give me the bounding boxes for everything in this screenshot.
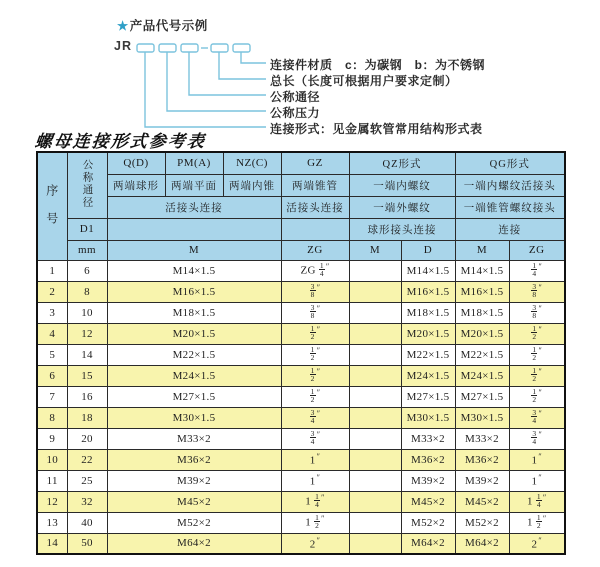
cell-qg-zg bbox=[509, 407, 565, 428]
header-qz-desc3: 球形接头连接 bbox=[349, 218, 455, 240]
cell-dn: 12 bbox=[67, 323, 107, 344]
inch-mark: ″ bbox=[316, 452, 321, 462]
cell-qz-d: M33×2 bbox=[401, 428, 455, 449]
table-body bbox=[37, 260, 565, 554]
nut-connection-table bbox=[36, 151, 566, 555]
fraction: $\frac{1}{2}$ bbox=[532, 365, 537, 384]
cell-qg-zg bbox=[509, 323, 565, 344]
table-row bbox=[37, 533, 565, 554]
leader-line-diameter bbox=[189, 52, 266, 95]
cell-qg-zg bbox=[509, 386, 565, 407]
cell-m-thread: M18×1.5 bbox=[107, 302, 281, 323]
cell-gz bbox=[281, 344, 349, 365]
cell-gz: ZG $\frac{1}{4}$ ″ bbox=[281, 260, 349, 281]
cell-dn: 10 bbox=[67, 302, 107, 323]
cell-seq: 9 bbox=[37, 428, 67, 449]
cell-qg-zg: 2″ bbox=[509, 533, 565, 554]
leader-line-material bbox=[241, 52, 266, 63]
cell-seq: 1 bbox=[37, 260, 67, 281]
inch-mark: ″ bbox=[316, 282, 321, 292]
inch-mark: ″ bbox=[538, 303, 543, 313]
inch-mark: ″ bbox=[538, 366, 543, 376]
fraction: $\frac{3}{4}$ bbox=[532, 428, 537, 447]
fraction: $\frac{1}{2}$ bbox=[532, 344, 537, 363]
table-header bbox=[37, 152, 565, 260]
header-qg-desc3: 连接 bbox=[455, 218, 565, 240]
code-box-4 bbox=[211, 44, 228, 52]
header-qg-desc: 一端内螺纹活接头 bbox=[455, 174, 565, 196]
cell-qg-m: M33×2 bbox=[455, 428, 509, 449]
cell-seq: 8 bbox=[37, 407, 67, 428]
cell-qg-m: M24×1.5 bbox=[455, 365, 509, 386]
inch-mark: ″ bbox=[316, 387, 321, 397]
cell-qz-d: M45×2 bbox=[401, 491, 455, 512]
fraction: $\frac{3}{8}$ bbox=[310, 281, 315, 300]
table-row bbox=[37, 260, 565, 281]
cell-qg-m: M52×2 bbox=[455, 512, 509, 533]
cell-seq: 2 bbox=[37, 281, 67, 302]
fraction: $\frac{1}{2}$ bbox=[310, 386, 315, 405]
header-qz-d: D bbox=[401, 240, 455, 260]
label-length: 总长（长度可根据用户要求定制） bbox=[270, 74, 458, 88]
fraction: $\frac{3}{8}$ bbox=[532, 302, 537, 321]
cell-qz-d: M30×1.5 bbox=[401, 407, 455, 428]
header-qz-desc: 一端内螺纹 bbox=[349, 174, 455, 196]
header-union-left: 活接头连接 bbox=[107, 196, 281, 218]
cell-dn: 40 bbox=[67, 512, 107, 533]
table-row bbox=[37, 323, 565, 344]
fraction: $\frac{3}{4}$ bbox=[310, 407, 315, 426]
cell-gz bbox=[281, 365, 349, 386]
table-row bbox=[37, 302, 565, 323]
cell-seq: 10 bbox=[37, 449, 67, 470]
inch-mark: ″ bbox=[316, 408, 321, 418]
inch-mark: ″ bbox=[542, 513, 547, 523]
cell-seq: 14 bbox=[37, 533, 67, 554]
table-row bbox=[37, 512, 565, 533]
cell-qg-m: M18×1.5 bbox=[455, 302, 509, 323]
cell-m-thread: M27×1.5 bbox=[107, 386, 281, 407]
inch-mark: ″ bbox=[316, 324, 321, 334]
cell-qz-d: M24×1.5 bbox=[401, 365, 455, 386]
cell-gz: 2″ bbox=[281, 533, 349, 554]
cell-qz-m bbox=[349, 260, 401, 281]
cell-m-thread: M24×1.5 bbox=[107, 365, 281, 386]
cell-qg-m: M16×1.5 bbox=[455, 281, 509, 302]
cell-m-thread: M45×2 bbox=[107, 491, 281, 512]
cell-qz-d: M20×1.5 bbox=[401, 323, 455, 344]
cell-qg-zg bbox=[509, 281, 565, 302]
label-pressure: 公称压力 bbox=[270, 106, 321, 120]
cell-qz-m bbox=[349, 344, 401, 365]
cell-qz-d: M14×1.5 bbox=[401, 260, 455, 281]
inch-mark: ″ bbox=[538, 324, 543, 334]
fraction: $\frac{3}{4}$ bbox=[310, 428, 315, 447]
cell-dn: 25 bbox=[67, 470, 107, 491]
header-qg-zg: ZG bbox=[509, 240, 565, 260]
cell-qg-m: M39×2 bbox=[455, 470, 509, 491]
fraction: $\frac{3}{8}$ bbox=[532, 281, 537, 300]
inch-mark: ″ bbox=[316, 535, 321, 545]
cell-qg-m: M64×2 bbox=[455, 533, 509, 554]
leader-line-length bbox=[219, 52, 266, 79]
cell-gz bbox=[281, 386, 349, 407]
header-form-qd: Q(D) bbox=[107, 152, 165, 174]
cell-seq: 3 bbox=[37, 302, 67, 323]
cell-qg-zg: 1″ bbox=[509, 470, 565, 491]
table-title: 螺母连接形式参考表 bbox=[33, 132, 207, 152]
inch-mark: ″ bbox=[538, 261, 543, 271]
fraction: $\frac{1}{2}$ bbox=[536, 512, 541, 531]
cell-seq: 13 bbox=[37, 512, 67, 533]
inch-mark: ″ bbox=[538, 473, 542, 483]
cell-m-thread: M52×2 bbox=[107, 512, 281, 533]
cell-qz-d: M22×1.5 bbox=[401, 344, 455, 365]
table-row bbox=[37, 386, 565, 407]
cell-qg-zg: 1″ bbox=[509, 449, 565, 470]
table-row bbox=[37, 428, 565, 449]
cell-dn: 16 bbox=[67, 386, 107, 407]
cell-qg-zg bbox=[509, 428, 565, 449]
cell-m-thread: M22×1.5 bbox=[107, 344, 281, 365]
cell-m-thread: M64×2 bbox=[107, 533, 281, 554]
inch-mark: ″ bbox=[538, 535, 542, 545]
inch-mark: ″ bbox=[538, 429, 543, 439]
cell-qg-m: M30×1.5 bbox=[455, 407, 509, 428]
table-row bbox=[37, 470, 565, 491]
header-qz-m: M bbox=[349, 240, 401, 260]
header-form-nzc: NZ(C) bbox=[223, 152, 281, 174]
cell-qz-m bbox=[349, 302, 401, 323]
cell-qz-d: M27×1.5 bbox=[401, 386, 455, 407]
fraction: $\frac{1}{2}$ bbox=[310, 365, 315, 384]
fraction: $\frac{1}{2}$ bbox=[532, 323, 537, 342]
cell-gz: 1 $\frac{1}{2}$ ″ bbox=[281, 512, 349, 533]
cell-seq: 12 bbox=[37, 491, 67, 512]
fraction: $\frac{1}{2}$ bbox=[532, 386, 537, 405]
cell-m-thread: M14×1.5 bbox=[107, 260, 281, 281]
cell-qg-m: M22×1.5 bbox=[455, 344, 509, 365]
cell-qg-zg: 1 $\frac{1}{2}$ ″ bbox=[509, 512, 565, 533]
cell-dn: 22 bbox=[67, 449, 107, 470]
cell-qg-m: M20×1.5 bbox=[455, 323, 509, 344]
cell-qg-zg bbox=[509, 344, 565, 365]
header-form-pma: PM(A) bbox=[165, 152, 223, 174]
cell-qz-m bbox=[349, 428, 401, 449]
table-row bbox=[37, 344, 565, 365]
cell-m-thread: M16×1.5 bbox=[107, 281, 281, 302]
cell-gz bbox=[281, 281, 349, 302]
header-thread-zg: ZG bbox=[281, 240, 349, 260]
fraction: $\frac{1}{2}$ bbox=[315, 512, 320, 531]
header-form-qg: QG形式 bbox=[455, 152, 565, 174]
inch-mark: ″ bbox=[321, 513, 325, 523]
cell-dn: 14 bbox=[67, 344, 107, 365]
code-box-1 bbox=[137, 44, 154, 52]
header-pma-desc: 两端平面 bbox=[165, 174, 223, 196]
inch-mark: ″ bbox=[325, 261, 330, 271]
cell-qg-m: M36×2 bbox=[455, 449, 509, 470]
cell-m-thread: M20×1.5 bbox=[107, 323, 281, 344]
cell-qz-m bbox=[349, 386, 401, 407]
cell-qz-d: M64×2 bbox=[401, 533, 455, 554]
cell-m-thread: M30×1.5 bbox=[107, 407, 281, 428]
cell-qg-zg bbox=[509, 365, 565, 386]
header-form-gz: GZ bbox=[281, 152, 349, 174]
fraction: $\frac{1}{4}$ bbox=[536, 491, 541, 510]
cell-qz-m bbox=[349, 470, 401, 491]
cell-dn: 6 bbox=[67, 260, 107, 281]
cell-qg-zg bbox=[509, 260, 565, 281]
diagram-title-text: 产品代号示例 bbox=[129, 19, 208, 33]
fraction: $\frac{3}{8}$ bbox=[310, 302, 315, 321]
cell-qz-d: M36×2 bbox=[401, 449, 455, 470]
table-row bbox=[37, 491, 565, 512]
cell-dn: 8 bbox=[67, 281, 107, 302]
cell-gz: 1 $\frac{1}{4}$ ″ bbox=[281, 491, 349, 512]
cell-seq: 6 bbox=[37, 365, 67, 386]
cell-qz-d: M39×2 bbox=[401, 470, 455, 491]
inch-mark: ″ bbox=[316, 429, 321, 439]
code-box-3 bbox=[181, 44, 198, 52]
header-form-qz: QZ形式 bbox=[349, 152, 455, 174]
fraction: $\frac{1}{4}$ bbox=[532, 260, 537, 279]
header-qz-desc2: 一端外螺纹 bbox=[349, 196, 455, 218]
fraction: $\frac{1}{2}$ bbox=[310, 344, 315, 363]
cell-qz-m bbox=[349, 407, 401, 428]
cell-qz-m bbox=[349, 449, 401, 470]
cell-gz: 1″ bbox=[281, 449, 349, 470]
cell-dn: 50 bbox=[67, 533, 107, 554]
cell-dn: 15 bbox=[67, 365, 107, 386]
table-row bbox=[37, 407, 565, 428]
cell-qz-d: M16×1.5 bbox=[401, 281, 455, 302]
cell-gz bbox=[281, 302, 349, 323]
diagram-title bbox=[117, 16, 208, 34]
inch-mark: ″ bbox=[316, 303, 321, 313]
cell-gz bbox=[281, 428, 349, 449]
header-dn: 公称通径 bbox=[67, 152, 107, 218]
header-gz-desc: 两端锥管 bbox=[281, 174, 349, 196]
inch-mark: ″ bbox=[538, 345, 543, 355]
table-row bbox=[37, 449, 565, 470]
cell-qg-m: M27×1.5 bbox=[455, 386, 509, 407]
inch-mark: ″ bbox=[542, 492, 547, 502]
cell-m-thread: M39×2 bbox=[107, 470, 281, 491]
cell-gz bbox=[281, 407, 349, 428]
inch-mark: ″ bbox=[316, 345, 321, 355]
inch-mark: ″ bbox=[538, 408, 543, 418]
cell-seq: 7 bbox=[37, 386, 67, 407]
header-qd-desc: 两端球形 bbox=[107, 174, 165, 196]
leader-line-pressure bbox=[167, 52, 266, 111]
code-box-5 bbox=[233, 44, 250, 52]
header-thread-m: M bbox=[107, 240, 281, 260]
cell-m-thread: M36×2 bbox=[107, 449, 281, 470]
header-union-gz: 活接头连接 bbox=[281, 196, 349, 218]
cell-m-thread: M33×2 bbox=[107, 428, 281, 449]
cell-qz-d: M18×1.5 bbox=[401, 302, 455, 323]
cell-dn: 20 bbox=[67, 428, 107, 449]
header-qg-desc2: 一端锥管螺纹接头 bbox=[455, 196, 565, 218]
inch-mark: ″ bbox=[316, 366, 321, 376]
cell-qg-m: M45×2 bbox=[455, 491, 509, 512]
inch-mark: ″ bbox=[538, 282, 543, 292]
inch-mark: ″ bbox=[316, 473, 321, 483]
code-box-2 bbox=[159, 44, 176, 52]
cell-qz-m bbox=[349, 281, 401, 302]
cell-seq: 11 bbox=[37, 470, 67, 491]
label-material: 连接件材质 c：为碳钢 b：为不锈钢 bbox=[270, 58, 486, 72]
star-icon: ★ bbox=[117, 19, 129, 33]
cell-qz-m bbox=[349, 533, 401, 554]
cell-qz-m bbox=[349, 323, 401, 344]
cell-qg-zg: 1 $\frac{1}{4}$ ″ bbox=[509, 491, 565, 512]
cell-gz: 1″ bbox=[281, 470, 349, 491]
cell-qz-d: M52×2 bbox=[401, 512, 455, 533]
inch-mark: ″ bbox=[321, 492, 325, 502]
header-nzc-desc: 两端内锥 bbox=[223, 174, 281, 196]
header-mm: mm bbox=[67, 240, 107, 260]
cell-seq: 5 bbox=[37, 344, 67, 365]
label-connection: 连接形式：见金属软管常用结构形式表 bbox=[270, 122, 483, 136]
fraction: $\frac{1}{4}$ bbox=[315, 491, 320, 510]
cell-dn: 18 bbox=[67, 407, 107, 428]
table-row bbox=[37, 281, 565, 302]
table-row bbox=[37, 365, 565, 386]
fraction: $\frac{1}{4}$ bbox=[319, 260, 324, 279]
header-d1: D1 bbox=[67, 218, 107, 240]
cell-dn: 32 bbox=[67, 491, 107, 512]
label-diameter: 公称通径 bbox=[270, 90, 321, 104]
header-empty-gz bbox=[281, 218, 349, 240]
fraction: $\frac{3}{4}$ bbox=[532, 407, 537, 426]
cell-qg-zg bbox=[509, 302, 565, 323]
header-empty-left bbox=[107, 218, 281, 240]
cell-seq: 4 bbox=[37, 323, 67, 344]
inch-mark: ″ bbox=[538, 387, 543, 397]
inch-mark: ″ bbox=[538, 452, 542, 462]
cell-qg-m: M14×1.5 bbox=[455, 260, 509, 281]
header-qg-m: M bbox=[455, 240, 509, 260]
cell-qz-m bbox=[349, 365, 401, 386]
cell-qz-m bbox=[349, 491, 401, 512]
code-prefix: JR bbox=[114, 39, 132, 53]
header-seq: 序号 bbox=[37, 152, 67, 260]
cell-qz-m bbox=[349, 512, 401, 533]
cell-gz bbox=[281, 323, 349, 344]
fraction: $\frac{1}{2}$ bbox=[310, 323, 315, 342]
